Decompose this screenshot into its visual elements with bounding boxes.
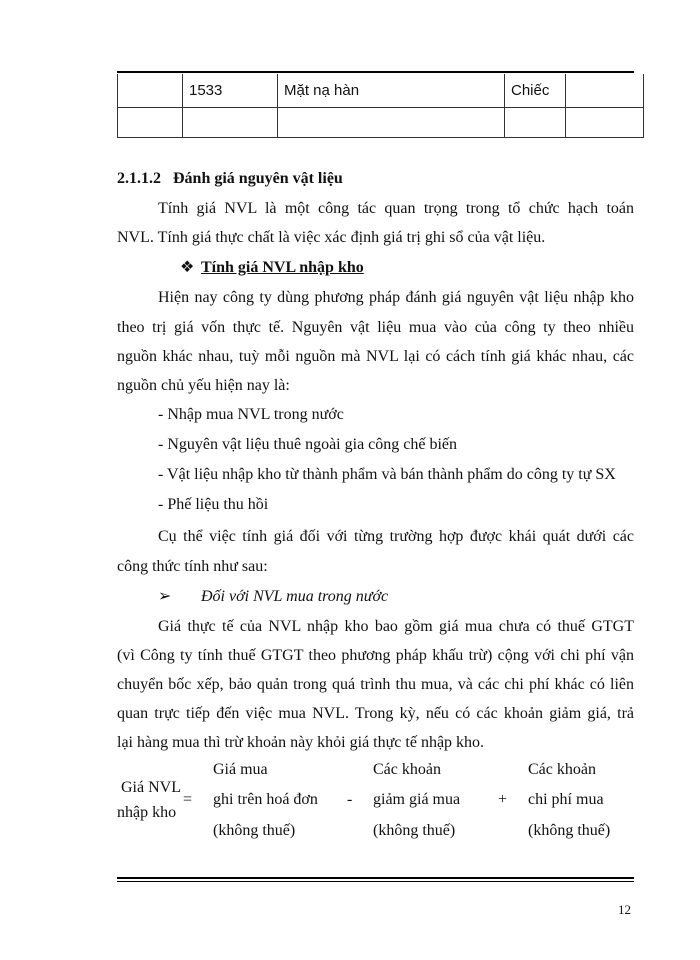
material-code: 1533 — [183, 74, 278, 108]
table-cell — [505, 108, 566, 138]
equals-sign: = — [183, 791, 193, 808]
table-row — [118, 108, 644, 138]
table-cell — [118, 74, 183, 108]
table-row — [118, 74, 644, 108]
subheading-domestic-purchase: Đối với NVL mua trong nước — [201, 588, 389, 605]
diamond-bullet-icon: ❖ — [180, 259, 195, 276]
footer-rule-thin — [117, 881, 634, 882]
table-cell — [278, 108, 505, 138]
formula-term-line: Các khoản — [373, 761, 441, 778]
section-title: Đánh giá nguyên vật liệu — [173, 170, 343, 187]
paragraph-line: Hiện nay công ty dùng phương pháp đánh giá nguyên vật liệu nhập kho — [158, 289, 634, 306]
formula-lhs-line: nhập kho — [117, 804, 177, 821]
top-rule — [117, 71, 634, 73]
table-cell — [566, 74, 644, 108]
minus-sign: - — [347, 791, 353, 808]
table-cell — [183, 108, 278, 138]
formula-term-line: chi phí mua — [528, 791, 604, 808]
list-item: - Nguyên vật liệu thuê ngoài gia công chế biến — [158, 436, 458, 453]
table-cell — [118, 108, 183, 138]
arrow-bullet-icon: ➢ — [158, 588, 172, 605]
subheading-nvl-import: Tính giá NVL nhập kho — [201, 259, 364, 276]
formula-term-line: (không thuế) — [213, 822, 296, 839]
formula-lhs-line: Giá NVL — [121, 779, 181, 796]
list-item: - Vật liệu nhập kho từ thành phẩm và bán thành phẩm do công ty tự SX — [158, 466, 616, 483]
page-number: 12 — [618, 902, 631, 917]
section-heading — [117, 169, 634, 189]
paragraph-line: lại hàng mua thì trừ khoản này khỏi giá thực tế nhập kho. — [117, 734, 485, 751]
plus-sign: + — [498, 791, 508, 808]
paragraph-line: quan trực tiếp đến việc mua NVL. Trong kỳ, nếu có các khoản giảm giá, trả — [117, 705, 634, 722]
paragraph-line: chuyển bốc xếp, bảo quản trong quá trình thu mua, và các chi phí khác có liên — [117, 676, 634, 693]
formula-term-line: Giá mua — [213, 761, 268, 778]
formula-term-line: (không thuế) — [528, 822, 611, 839]
formula-term-line: Các khoản — [528, 761, 596, 778]
materials-table — [117, 74, 644, 138]
formula-term-line: ghi trên hoá đơn — [213, 791, 318, 808]
material-unit: Chiếc — [505, 74, 566, 108]
section-number: 2.1.1.2 — [117, 170, 161, 187]
list-item: - Nhập mua NVL trong nước — [158, 406, 344, 423]
formula-term-line: giảm giá mua — [373, 791, 461, 808]
footer-rule — [117, 877, 634, 879]
paragraph-line: nguồn chủ yếu hiện nay là: — [117, 377, 290, 394]
list-item: - Phế liệu thu hồi — [158, 496, 269, 513]
paragraph-line: Giá thực tế của NVL nhập kho bao gồm giá mua chưa có thuế GTGT — [158, 618, 634, 635]
paragraph-line: công thức tính như sau: — [117, 558, 268, 575]
table-cell — [566, 108, 644, 138]
paragraph-line: Tính giá NVL là một công tác quan trọng trong tổ chức hạch toán — [158, 200, 634, 217]
paragraph-line: (vì Công ty tính thuế GTGT theo phương pháp khấu trừ) cộng với chi phí vận — [117, 647, 634, 664]
material-name: Mặt nạ hàn — [278, 74, 505, 108]
paragraph-line: Cụ thể việc tính giá đối với từng trường hợp được khái quát dưới các — [158, 528, 634, 545]
paragraph-line: NVL. Tính giá thực chất là việc xác định giá trị ghi sổ của vật liệu. — [117, 229, 546, 246]
paragraph-line: theo trị giá vốn thực tế. Nguyên vật liệu mua vào của công ty theo nhiều — [117, 319, 634, 336]
paragraph-line: nguồn khác nhau, tuỳ mỗi nguồn mà NVL lại có cách tính giá khác nhau, các — [117, 348, 634, 365]
formula-term-line: (không thuế) — [373, 822, 456, 839]
